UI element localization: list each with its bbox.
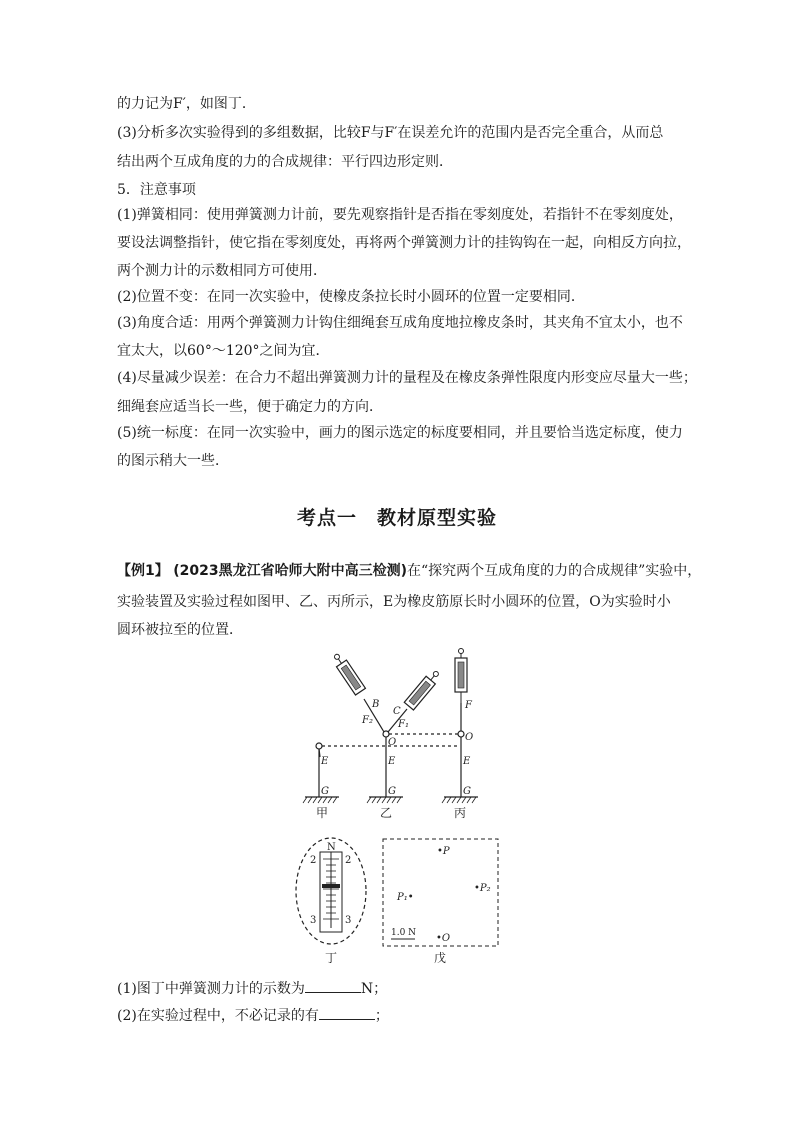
- label-o: O: [388, 737, 397, 748]
- text-line: (2)位置不变：在同一次实验中，使橡皮条拉长时小圆环的位置一定要相同．: [117, 289, 585, 305]
- caption-yi: 乙: [380, 806, 393, 820]
- point-p: •P: [437, 846, 450, 857]
- question-1: [117, 978, 387, 999]
- question-unit: N；: [360, 981, 388, 997]
- section-title: 考点一 教材原型实验: [296, 507, 497, 529]
- text-line: (3)分析多次实验得到的多组数据，比较F与F′在误差允许的范围内是否完全重合，从而总: [117, 125, 664, 141]
- answer-blank[interactable]: [305, 978, 361, 993]
- tick-label: 2: [310, 855, 317, 866]
- label-g: G: [463, 786, 471, 797]
- tick-label: 3: [310, 915, 317, 926]
- label-e: E: [388, 756, 396, 767]
- label-g: G: [388, 786, 396, 797]
- point-p1: P₁•: [397, 892, 414, 903]
- text-line: 实验装置及实验过程如图甲、乙、丙所示，E为橡皮筋原长时小圆环的位置，O为实验时小: [117, 594, 671, 610]
- question-text: (1)图丁中弹簧测力计的示数为: [117, 981, 305, 997]
- text-line: (4)尽量减少误差：在合力不超出弹簧测力计的量程及在橡皮条弹性限度内形变应尽量大一些；: [117, 370, 697, 386]
- label-e: E: [463, 756, 471, 767]
- scale-reading-ding: [296, 838, 366, 944]
- label-f: F: [465, 700, 472, 711]
- experiment-figure: [0, 645, 794, 975]
- text-line: 两个测力计的示数相同方可使用．: [117, 263, 327, 279]
- spring-scale-c: [404, 668, 442, 710]
- point-o: •O: [436, 933, 451, 944]
- question-2: [117, 1005, 389, 1026]
- question-text: (2)在实验过程中，不必记录的有: [117, 1008, 319, 1024]
- text-line: 结出两个互成角度的力的合成规律：平行四边形定则．: [117, 154, 453, 170]
- label-o: O: [465, 732, 474, 743]
- label-f1: F₁: [398, 719, 409, 730]
- question-punct: ；: [374, 1008, 389, 1024]
- text-line: (5)统一标度：在同一次实验中，画力的图示选定的标度要相同，并且要恰当选定标度，使力: [117, 425, 683, 441]
- answer-blank[interactable]: [319, 1005, 375, 1020]
- example-tag: 【例1】: [117, 563, 169, 579]
- example-line: [117, 561, 701, 581]
- spring-scale-b: [331, 651, 366, 695]
- text-line: 圆环被拉至的位置．: [117, 622, 243, 638]
- text-line: 细绳套应适当长一些，便于确定力的方向．: [117, 399, 383, 415]
- caption-bing: 丙: [454, 806, 467, 820]
- tick-label: 3: [345, 915, 352, 926]
- label-f2: F₂: [362, 715, 373, 726]
- text-line: (1)弹簧相同：使用弹簧测力计前，要先观察指针是否指在零刻度处，若指针不在零刻度处，: [117, 207, 683, 223]
- text-line: 宜太大，以60°～120°之间为宜．: [117, 343, 330, 359]
- text-line: 5．注意事项: [117, 182, 196, 198]
- label-e: E: [321, 756, 329, 767]
- point-p2: •P₂: [474, 883, 491, 894]
- pointer-icon: [322, 884, 340, 888]
- tick-label: 2: [345, 855, 352, 866]
- text-line: 的力记为F′，如图丁．: [117, 96, 256, 112]
- label-c: C: [393, 706, 401, 717]
- label-b: B: [372, 699, 380, 710]
- caption-jia: 甲: [316, 806, 329, 820]
- spring-scale-f: [455, 649, 467, 704]
- label-g: G: [321, 786, 329, 797]
- text-line: 的图示稍大一些．: [117, 453, 229, 469]
- example-text: 在“探究两个互成角度的力的合成规律”实验中，: [406, 563, 702, 579]
- text-line: (3)角度合适：用两个弹簧测力计钩住细绳套互成角度地拉橡皮条时，其夹角不宜太小，也不: [117, 315, 683, 331]
- caption-wu: 戊: [434, 951, 447, 965]
- scale-label: 1.0 N: [391, 928, 417, 938]
- scale-unit: N: [327, 842, 336, 853]
- caption-ding: 丁: [325, 951, 338, 965]
- example-source: (2023黑龙江省哈师大附中高三检测): [173, 563, 407, 579]
- text-line: 要设法调整指针，使它指在零刻度处，再将两个弹簧测力计的挂钩钩在一起，向相反方向拉，: [117, 235, 691, 251]
